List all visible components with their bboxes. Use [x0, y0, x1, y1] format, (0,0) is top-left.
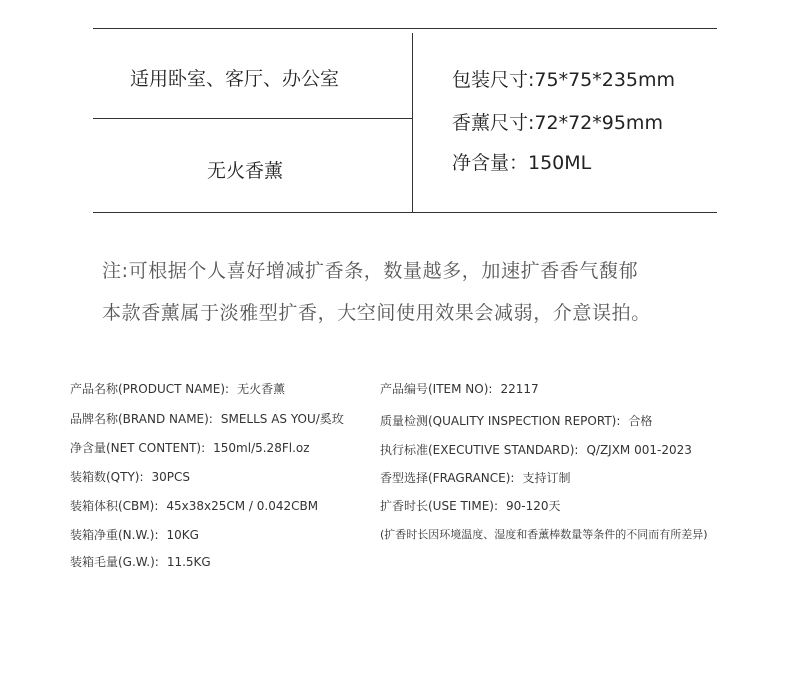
spec-fragrance: 香型选择(FRAGRANCE): 支持订制 [380, 471, 571, 485]
spec-net-weight: 装箱净重(N.W.): 10KG [70, 528, 199, 542]
spec-qty: 装箱数(QTY): 30PCS [70, 470, 191, 484]
note-line-1: 注:可根据个人喜好增减扩香条，数量越多，加速扩香香气馥郁 [102, 260, 639, 282]
usage-scene-text: 适用卧室、客厅、办公室 [130, 68, 340, 90]
spec-brand-name: 品牌名称(BRAND NAME): SMELLS AS YOU/奚玫 [70, 412, 344, 426]
diffuser-size-text: 香薰尺寸:72*72*95mm [452, 112, 663, 134]
spec-executive-standard: 执行标准(EXECUTIVE STANDARD): Q/ZJXM 001-2023 [380, 443, 692, 457]
spec-product-name: 产品名称(PRODUCT NAME): 无火香薰 [70, 382, 286, 396]
product-type-text: 无火香薰 [207, 160, 284, 182]
package-size-text: 包装尺寸:75*75*235mm [452, 69, 676, 91]
spec-gross-weight: 装箱毛量(G.W.): 11.5KG [70, 555, 211, 569]
spec-cbm: 装箱体积(CBM): 45x38x25CM / 0.042CBM [70, 499, 319, 513]
spec-net-content: 净含量(NET CONTENT): 150ml/5.28Fl.oz [70, 441, 310, 455]
spec-use-time: 扩香时长(USE TIME): 90-120天 [380, 499, 561, 513]
table-bottom-rule [93, 212, 717, 213]
net-content-text: 净含量：150ML [452, 152, 592, 174]
note-line-2: 本款香薰属于淡雅型扩香，大空间使用效果会减弱，介意误拍。 [102, 302, 651, 324]
table-column-divider [412, 33, 413, 212]
table-middle-rule [93, 118, 413, 119]
spec-quality-report: 质量检测(QUALITY INSPECTION REPORT): 合格 [380, 414, 653, 428]
spec-item-no: 产品编号(ITEM NO): 22117 [380, 382, 539, 396]
spec-use-time-note: (扩香时长因环境温度、湿度和香薰棒数量等条件的不同而有所差异) [380, 528, 708, 541]
table-top-rule [93, 28, 717, 29]
